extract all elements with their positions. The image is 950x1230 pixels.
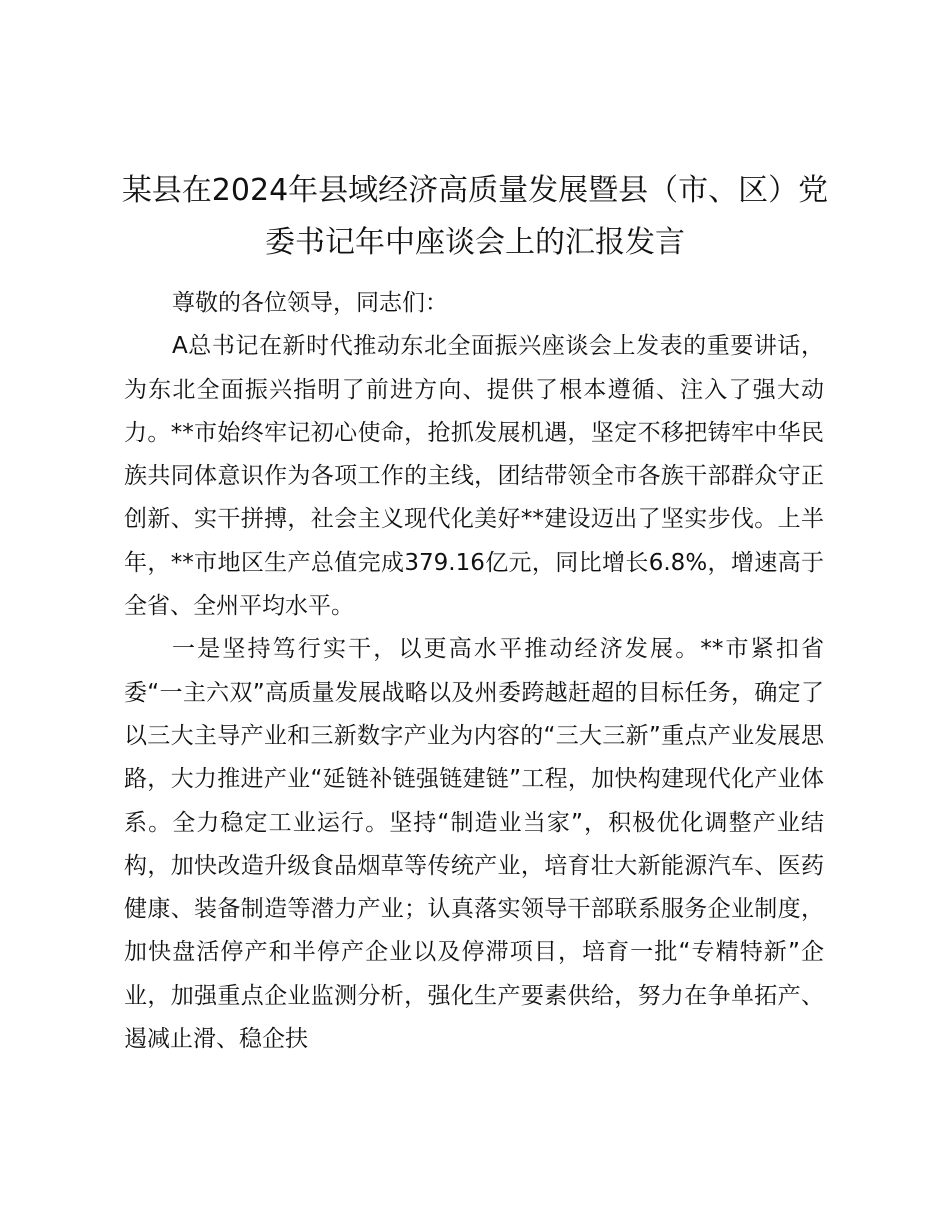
document-title: 某县在2024年县域经济高质量发展暨县（市、区）党委书记年中座谈会上的汇报发言 xyxy=(121,173,829,260)
salutation: 尊敬的各位领导，同志们： xyxy=(172,290,448,316)
paragraph: 一是坚持笃行实干，以更高水平推动经济发展。**市紧扣省委“一主六双”高质量发展战略以及州委跨越赶超的目标任务，确定了以三大主导产业和三新数字产业为内容的“三大三新”重点产业发展思路，大力推进产业“延链补链强链建链”工程，加快构建现代化产业体系。全力稳定工业运行。坚持“制造业当家”，积极优化调整产业结构，加快改造升级食品烟草等传统产业，培育壮大新能源汽车、医药健康、装备制造等潜力产业；认真落实领导干部联系服务企业制度，加快盘活停产和半停产企业以及停滞项目，培育一批“专精特新”企业，加强重点企业监测分析，强化生产要素供给，努力在争单拓产、遏减止滑、稳企扶 xyxy=(124,636,824,1053)
paragraph: A总书记在新时代推动东北全面振兴座谈会上发表的重要讲话，为东北全面振兴指明了前进方向、提供了根本遵循、注入了强大动力。**市始终牢记初心使命，抢抓发展机遇，坚定不移把铸牢中华民族共同体意识作为各项工作的主线，团结带领全市各族干部群众守正创新、实干拼搏，社会主义现代化美好**建设迈出了坚实步伐。上半年，**市地区生产总值完成379.16亿元，同比增长6.8%，增速高于全省、全州平均水平。 xyxy=(124,333,824,620)
document-body xyxy=(124,282,824,1061)
